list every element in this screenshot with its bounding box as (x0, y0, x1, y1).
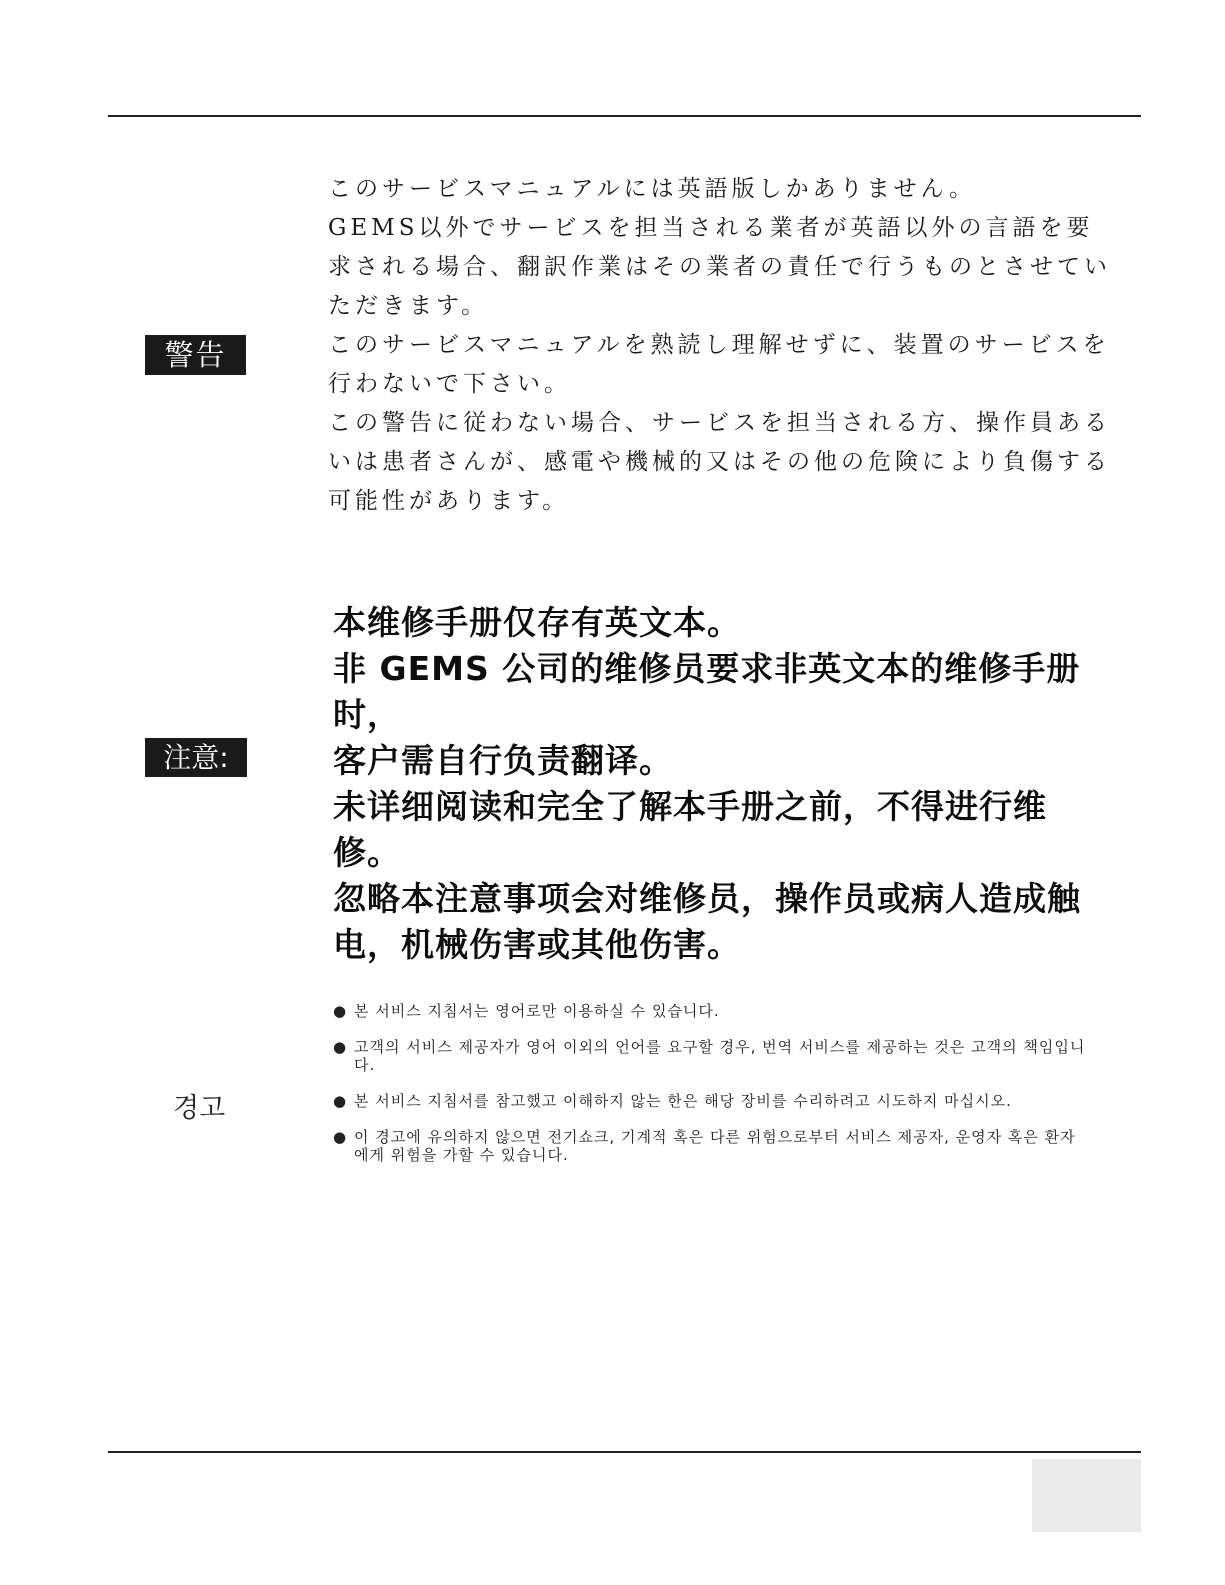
japanese-line: このサービスマニュアルには英語版しかありません。 (328, 176, 976, 202)
japanese-line: このサービスマニュアルを熟読し理解せずに、装置のサービスを行わないで下さい。 (328, 332, 1110, 397)
top-rule (108, 115, 1141, 117)
japanese-line: GEMS以外でサービスを担当される業者が英語以外の言語を要求される場合、翻訳作業はその業者の責任で行うものとさせていただきます。 (328, 215, 1111, 319)
bullet-icon: ● (333, 1038, 348, 1056)
page-number-box (1032, 1459, 1141, 1532)
korean-item-text: 이 경고에 유의하지 않으면 전기쇼크, 기계적 혹은 다른 위험으로부터 서비스 제공자, 운영자 혹은 환자에게 위험을 가할 수 있습니다. (354, 1128, 1076, 1164)
chinese-line: 未详细阅读和完全了解本手册之前，不得进行维修。 (333, 787, 1047, 872)
korean-item-text: 본 서비스 지침서는 영어로만 이용하실 수 있습니다. (354, 1002, 720, 1020)
list-item (330, 1092, 1090, 1110)
korean-item-text: 본 서비스 지침서를 참고했고 이해하지 않는 한은 해당 장비를 수리하려고 시도하지 마십시오. (354, 1092, 1012, 1110)
list-item (330, 1128, 1090, 1164)
japanese-warning-text (328, 170, 1118, 521)
japanese-line: この警告に従わない場合、サービスを担当される方、操作員あるいは患者さんが、感電や機械的又はその他の危険により負傷する可能性があります。 (328, 410, 1111, 514)
bullet-icon: ● (333, 1092, 348, 1110)
chinese-line: 客户需自行负责翻译。 (333, 741, 673, 780)
list-item (330, 1038, 1090, 1074)
korean-item-text: 고객의 서비스 제공자가 영어 이외의 언어를 요구할 경우, 번역 서비스를 제공하는 것은 고객의 책임입니다. (354, 1038, 1086, 1074)
chinese-line: 非 GEMS 公司的维修员要求非英文本的维修手册时， (333, 649, 1081, 734)
bottom-rule (108, 1451, 1141, 1453)
bullet-icon: ● (333, 1002, 348, 1020)
chinese-caution-text (333, 600, 1103, 968)
korean-warning-list (330, 1002, 1090, 1182)
chinese-line: 本维修手册仅存有英文本。 (333, 603, 741, 642)
warning-label-japanese: 警告 (145, 335, 246, 375)
bullet-icon: ● (333, 1128, 348, 1146)
warning-label-korean: 경고 (173, 1093, 226, 1124)
caution-label-chinese: 注意: (145, 738, 247, 777)
chinese-line: 忽略本注意事项会对维修员，操作员或病人造成触 (333, 879, 1081, 918)
chinese-line: 电，机械伤害或其他伤害。 (333, 925, 741, 964)
list-item (330, 1002, 1090, 1020)
